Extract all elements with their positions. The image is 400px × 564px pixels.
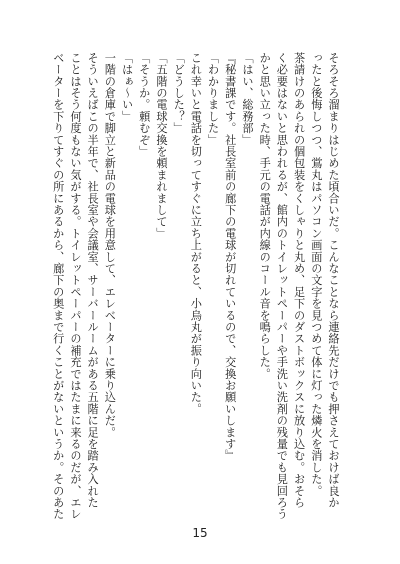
dialogue-line: 「そうか。頼むぞ」: [137, 52, 151, 158]
text-line: ことはそう何度もない気がする。トイレットペーパーの補充ではたまに来るのだが、エレ: [68, 52, 82, 520]
dialogue-line: 「はい、総務部」: [240, 52, 254, 146]
vertical-text-body: [51, 52, 342, 520]
dialogue-line: 「五階の電球交換を頼まれまして」: [154, 52, 168, 240]
text-line: そういえばこの半年で、社長室や会議室、サーバールームがある五階に足を踏み入れた: [86, 52, 100, 509]
dialogue-line: 『秘書課です。社長室前の廊下の電球が切れているので、交換お願いします』: [223, 52, 237, 462]
text-line: ったと後悔しつつ、鴬丸はパソコン画面の文字を見つめて体に灯った燐火を消した。: [309, 52, 323, 497]
dialogue-line: 「はぁ～い」: [120, 52, 134, 123]
page-number: 15: [192, 526, 208, 540]
text-line: これ幸いと電話を切ってすぐに立ち上がると、小烏丸が振り向いた。: [189, 52, 203, 415]
text-line: そろそろ溜まりはじめた頃合いだ。こんなことなら連絡先だけでも押さえておけば良か: [327, 52, 340, 509]
dialogue-line: 「どうした？」: [172, 52, 186, 134]
text-line: 茶請けのあられの個包装をくしゃりと丸め、足下のダストボックスに放り込む。おそら: [292, 52, 306, 509]
text-line: く必要はないと思われるが、館内のトイレットペーパーや手洗い洗剤の残量でも見回ろう: [275, 52, 289, 520]
dialogue-line: 「わかりました」: [206, 52, 220, 146]
text-line: 一階の倉庫で脚立と新品の電球を用意して、エレベーターに乗り込んだ。: [103, 52, 117, 439]
text-line: ベーターを下りてすぐの所にあるから、廊下の奥まで行くことがないというか。そのあた: [51, 52, 65, 520]
text-line: かと思い立った時、手元の電話が内線のコール音を鳴らした。: [258, 52, 272, 380]
